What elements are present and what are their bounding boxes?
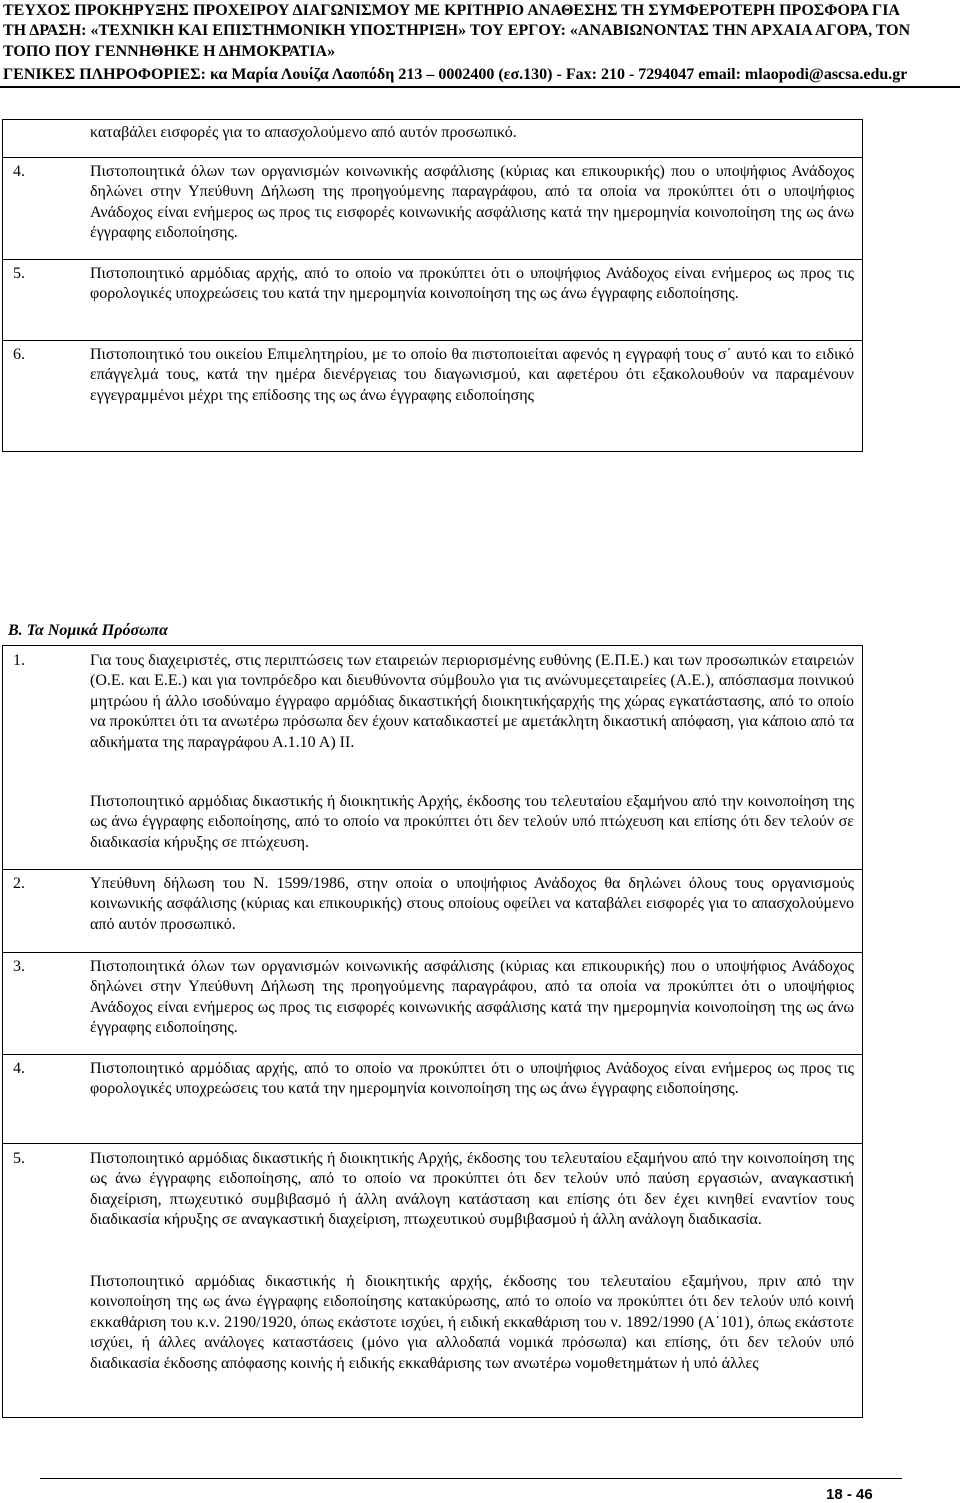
- header-divider: [0, 86, 960, 88]
- item-number: 6.: [13, 346, 25, 363]
- item-text: Πιστοποιητικά όλων των οργανισμών κοινωνικής ασφάλισης (κύριας και επικουρικής) που ο υποψήφιος Ανάδοχος δηλώνει στην Υπεύθυνη Δήλωση της προηγούμενης παραγράφου, από τα οποία να προκύπτει ότι ο υποψήφιος Ανάδοχος είναι ενήμερος ως προς τις εισφορές κοινωνικής ασφάλισης κατά την ημερομηνία κοινοποίηση της ως άνω έγγραφης ειδοποίησης.: [90, 163, 854, 242]
- item-number: 3.: [13, 958, 25, 975]
- item-number: 4.: [13, 1060, 25, 1077]
- item-text: Πιστοποιητικό του οικείου Επιμελητηρίου, με το οποίο θα πιστοποιείται αφενός η εγγραφή τους σ΄ αυτό και το ειδικό επάγγελμά τους, κατά την ημέρα διενέργειας του διαγωνισμού, και αφετέρου ότι εξακολουθούν να παραμένουν εγγεγραμμένοι μέχρι της επίδοσης της ως άνω έγγραφης ειδοποίησης: [90, 346, 854, 404]
- section-title: Β. Τα Νομικά Πρόσωπα: [8, 622, 169, 639]
- table-row: [3, 120, 862, 157]
- footer-divider: [40, 1478, 902, 1479]
- item-text: καταβάλει εισφορές για το απασχολούμενο από αυτόν προσωπικό.: [90, 124, 517, 141]
- page-number: 18 - 46: [826, 1486, 873, 1503]
- item-number: 2.: [13, 875, 25, 892]
- item-text-continued: Πιστοποιητικό αρμόδιας δικαστικής ή διοικητικής αρχής, έκδοσης του τελευταίου εξαμήνου, πριν από την κοινοποίηση της ως άνω έγγραφης ειδοποίησης κατακύρωσης, από το οποίο να προκύπτει ότι δεν τελούν υπό κοινή εκκαθάριση του κ.ν. 2190/1920, όπως εκάστοτε ισχύει, ή ειδική εκκαθάριση του ν. 1892/1990 (Α΄101), όπως εκάστοτε ισχύει, ή άλλες ανάλογες καταστάσεις (μόνο για αλλοδαπά νομικά πρόσωπα) και επίσης, ότι δεν τελούν υπό διαδικασία έκδοσης απόφασης κοινής ή ειδικής εκκαθάρισης των ανωτέρω νομοθετημάτων ή υπό άλλες: [90, 1273, 854, 1372]
- item-text: Πιστοποιητικά όλων των οργανισμών κοινωνικής ασφάλισης (κύριας και επικουρικής) που ο υποψήφιος Ανάδοχος δηλώνει στην Υπεύθυνη Δήλωση της προηγούμενης παραγράφου, από τα οποία να προκύπτει ότι ο υποψήφιος Ανάδοχος είναι ενήμερος ως προς τις εισφορές κοινωνικής ασφάλισης κατά την ημερομηνία κοινοποίηση της ως άνω έγγραφης ειδοποίησης.: [90, 958, 854, 1037]
- item-text: Για τους διαχειριστές, στις περιπτώσεις των εταιρειών περιορισμένης ευθύνης (Ε.Π.Ε.) και των προσωπικών εταιρειών (Ο.Ε. και Ε.Ε.) και για τονπρόεδρο και διευθύνοντα σύμβουλο για τις ανώνυμεςεταιρείες (Α.Ε.), απόσπασμα ποινικού μητρώου ή άλλο ισοδύναμο έγγραφο αρμόδιας δικαστικήςή διοικητικήςαρχής της χώρας εγκατάστασης, από το οποίο να προκύπτει ότι τα ανωτέρω πρόσωπα δεν έχουν καταδικαστεί με αμετάκλητη δικαστική απόφαση, για κάποιο από τα αδικήματα της παραγράφου Α.1.10 Α) ΙΙ.: [90, 652, 854, 751]
- table-row: [3, 157, 862, 259]
- item-text: Πιστοποιητικό αρμόδιας δικαστικής ή διοικητικής Αρχής, έκδοσης του τελευταίου εξαμήνου από την κοινοποίηση της ως άνω έγγραφης ειδοποίησης, από το οποίο να προκύπτει ότι δεν τελούν υπό παύση εργασιών, αναγκαστική διαχείριση, πτωχευτικό συμβιβασμό ή άλλη ανάλογη κατάσταση και επίσης ότι δεν έχει κινηθεί εναντίον τους διαδικασία κήρυξης σε αναγκαστική διαχείριση, πτωχευτικού συμβιβασμού ή άλλη ανάλογη διαδικασία.: [90, 1150, 854, 1229]
- header-line-3: ΤΟΠΟ ΠΟΥ ΓΕΝΝΗΘΗΚΕ Η ΔΗΜΟΚΡΑΤΙΑ»: [3, 43, 336, 60]
- table-row: [3, 340, 862, 451]
- item-number: 5.: [13, 1150, 25, 1167]
- item-number: 1.: [13, 652, 25, 669]
- item-text-continued: Πιστοποιητικό αρμόδιας δικαστικής ή διοικητικής Αρχής, έκδοσης του τελευταίου εξαμήνου από την κοινοποίηση της ως άνω έγγραφης ειδοποίησης, από το οποίο να προκύπτει ότι δεν τελούν υπό πτώχευση και επίσης ότι δεν τελούν σε διαδικασία κήρυξης σε πτώχευση.: [90, 793, 854, 851]
- item-text: Πιστοποιητικό αρμόδιας αρχής, από το οποίο να προκύπτει ότι ο υποψήφιος Ανάδοχος είναι ενήμερος ως προς τις φορολογικές υποχρεώσεις του κατά την ημερομηνία κοινοποίηση της ως άνω έγγραφης ειδοποίησης.: [90, 1060, 854, 1098]
- table-row: [3, 646, 862, 869]
- table-row: [3, 869, 862, 952]
- table-row: [3, 1143, 862, 1417]
- table-row: [3, 1054, 862, 1143]
- header-line-1: ΤΕΥΧΟΣ ΠΡΟΚΗΡΥΞΗΣ ΠΡΟΧΕΙΡΟΥ ΔΙΑΓΩΝΙΣΜΟΥ ΜΕ ΚΡΙΤΗΡΙΟ ΑΝΑΘΕΣΗΣ ΤΗ ΣΥΜΦΕΡΟΤΕΡΗ ΠΡΟΣΦΟΡΑ ΓΙΑ: [3, 2, 900, 19]
- header-contact-info: ΓΕΝΙΚΕΣ ΠΛΗΡΟΦΟΡΙΕΣ: κα Μαρία Λουίζα Λαοπόδη 213 – 0002400 (εσ.130) - Fax: 210 - 7294047 email: mlaopodi@ascsa.edu.gr: [3, 66, 908, 83]
- item-text: Υπεύθυνη δήλωση του Ν. 1599/1986, στην οποία ο υποψήφιος Ανάδοχος θα δηλώνει όλους τους οργανισμούς κοινωνικής ασφάλισης (κύριας και επικουρικής) στους οποίους οφείλει να καταβάλει εισφορές για το απασχολούμενο από αυτόν προσωπικό.: [90, 875, 854, 933]
- item-text: Πιστοποιητικό αρμόδιας αρχής, από το οποίο να προκύπτει ότι ο υποψήφιος Ανάδοχος είναι ενήμερος ως προς τις φορολογικές υποχρεώσεις του κατά την ημερομηνία κοινοποίηση της ως άνω έγγραφης ειδοποίησης.: [90, 265, 854, 303]
- requirements-table-continued: [2, 119, 863, 452]
- legal-entities-table: [2, 645, 863, 1418]
- header-line-2: ΤΗ ΔΡΑΣΗ: «ΤΕΧΝΙΚΗ ΚΑΙ ΕΠΙΣΤΗΜΟΝΙΚΗ ΥΠΟΣΤΗΡΙΞΗ» ΤΟΥ ΕΡΓΟΥ: «ΑΝΑΒΙΩΝΟΝΤΑΣ ΤΗΝ ΑΡΧΑΙΑ ΑΓΟΡΑ, ΤΟΝ: [3, 22, 911, 39]
- table-row: [3, 952, 862, 1054]
- item-number: 5.: [13, 265, 25, 282]
- item-number: 4.: [13, 163, 25, 180]
- table-row: [3, 259, 862, 340]
